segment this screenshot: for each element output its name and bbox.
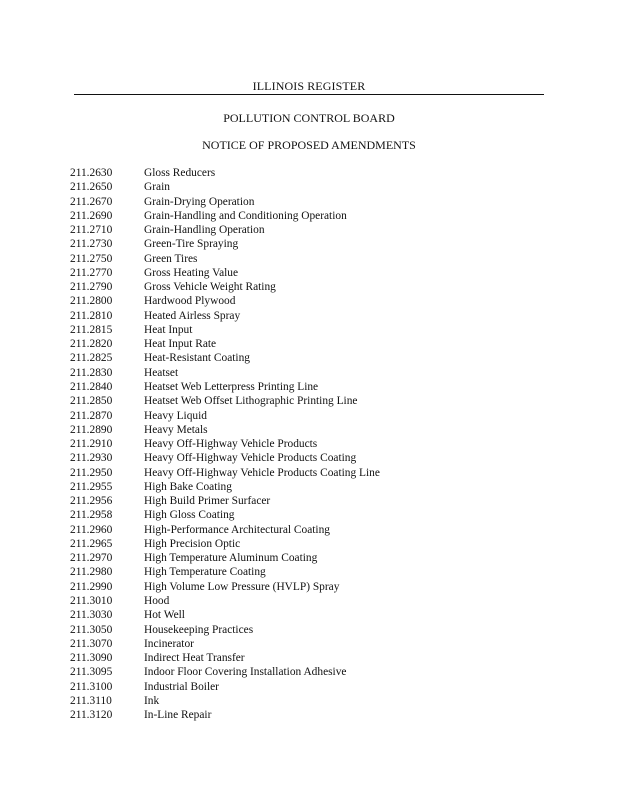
register-title: ILLINOIS REGISTER (252, 79, 366, 93)
definition-row (70, 466, 380, 480)
definition-row (70, 651, 380, 665)
section-number: 211.3120 (70, 709, 113, 722)
section-term: Heatset (144, 366, 179, 379)
section-term: Ink (144, 694, 160, 707)
section-number: 211.2965 (70, 537, 113, 550)
definition-row (70, 451, 380, 465)
definition-row (70, 366, 380, 380)
section-term: Hood (144, 594, 170, 607)
section-term: Hot Well (144, 609, 185, 622)
definition-row (70, 680, 380, 694)
definition-row (70, 508, 380, 522)
section-term: Heavy Off-Highway Vehicle Products Coating (144, 452, 357, 465)
section-number: 211.2910 (70, 438, 113, 451)
section-number: 211.2630 (70, 167, 113, 179)
definition-row (70, 252, 380, 266)
definition-row (70, 323, 380, 337)
definition-row (70, 423, 380, 437)
section-term: High Temperature Coating (144, 566, 266, 579)
section-term: Heatset Web Letterpress Printing Line (144, 380, 319, 393)
definition-row (70, 209, 380, 223)
section-term: Heat Input (144, 323, 193, 336)
definition-row (70, 280, 380, 294)
section-term: Gross Heating Value (144, 266, 239, 279)
definitions-list (70, 166, 380, 722)
section-term: Heat Input Rate (144, 338, 217, 351)
section-number: 211.2825 (70, 352, 113, 365)
section-term: Gross Vehicle Weight Rating (144, 281, 276, 294)
section-number: 211.2690 (70, 209, 113, 222)
section-number: 211.2800 (70, 295, 113, 308)
definition-row (70, 551, 380, 565)
definition-row (70, 708, 380, 722)
section-number: 211.3090 (70, 652, 113, 665)
section-number: 211.2955 (70, 480, 113, 493)
section-number: 211.2710 (70, 224, 113, 237)
section-term: High Volume Low Pressure (HVLP) Spray (144, 580, 340, 593)
section-number: 211.2890 (70, 423, 113, 436)
section-number: 211.3050 (70, 623, 113, 636)
section-term: High Gloss Coating (144, 509, 235, 522)
section-term: Indoor Floor Covering Installation Adhesive (144, 666, 347, 679)
section-number: 211.3110 (70, 694, 112, 707)
section-number: 211.2670 (70, 195, 113, 208)
section-number: 211.2870 (70, 409, 113, 422)
section-term: Incinerator (144, 637, 194, 650)
definition-row (70, 266, 380, 280)
section-number: 211.2960 (70, 523, 113, 536)
section-term: High-Performance Architectural Coating (144, 523, 330, 536)
section-term: High Temperature Aluminum Coating (144, 552, 318, 565)
section-term: Industrial Boiler (144, 680, 219, 693)
definition-row (70, 237, 380, 251)
definition-row (70, 665, 380, 679)
section-number: 211.3010 (70, 594, 113, 607)
section-number: 211.2950 (70, 466, 113, 479)
section-term: Indirect Heat Transfer (144, 652, 245, 665)
section-number: 211.2770 (70, 266, 113, 279)
definition-row (70, 565, 380, 579)
definition-row (70, 480, 380, 494)
agency-name: POLLUTION CONTROL BOARD (223, 111, 395, 125)
section-number: 211.2970 (70, 552, 113, 565)
section-term: High Precision Optic (144, 537, 241, 550)
section-number: 211.3070 (70, 637, 113, 650)
section-number: 211.3095 (70, 666, 113, 679)
section-number: 211.2980 (70, 566, 113, 579)
section-number: 211.2810 (70, 309, 113, 322)
section-term: Heatset Web Offset Lithographic Printing Line (144, 395, 358, 408)
definition-row (70, 494, 380, 508)
definition-row (70, 594, 380, 608)
section-number: 211.2956 (70, 495, 113, 508)
section-number: 211.2815 (70, 323, 113, 336)
definition-row (70, 409, 380, 423)
header-divider (74, 94, 544, 95)
definition-row (70, 537, 380, 551)
section-term: Heavy Off-Highway Vehicle Products (144, 438, 318, 451)
section-number: 211.3100 (70, 680, 113, 693)
section-number: 211.2958 (70, 509, 113, 522)
section-term: Green-Tire Spraying (144, 238, 239, 251)
section-term: High Build Primer Surfacer (144, 495, 271, 508)
section-number: 211.2820 (70, 338, 113, 351)
section-term: Heavy Metals (144, 423, 208, 436)
definition-row (70, 351, 380, 365)
definition-row (70, 637, 380, 651)
definition-row (70, 380, 380, 394)
section-term: Housekeeping Practices (144, 623, 254, 636)
section-term: Grain-Handling and Conditioning Operation (144, 209, 347, 222)
section-number: 211.2990 (70, 580, 113, 593)
section-number: 211.2790 (70, 281, 113, 294)
section-number: 211.2840 (70, 380, 113, 393)
definition-row (70, 166, 380, 180)
section-term: Heated Airless Spray (144, 309, 241, 322)
section-number: 211.2850 (70, 395, 113, 408)
section-term: Gloss Reducers (144, 167, 216, 179)
definition-row (70, 180, 380, 194)
definition-row (70, 608, 380, 622)
definition-row (70, 623, 380, 637)
definition-row (70, 337, 380, 351)
definition-row (70, 223, 380, 237)
section-term: Heavy Liquid (144, 409, 207, 422)
definition-row (70, 195, 380, 209)
section-number: 211.2650 (70, 181, 113, 194)
definition-row (70, 694, 380, 708)
section-term: In-Line Repair (144, 709, 212, 722)
notice-heading: NOTICE OF PROPOSED AMENDMENTS (202, 138, 416, 152)
section-number: 211.2750 (70, 252, 113, 265)
section-term: Green Tires (144, 252, 198, 265)
section-number: 211.2830 (70, 366, 113, 379)
definition-row (70, 294, 380, 308)
section-term: Heat-Resistant Coating (144, 352, 250, 365)
section-term: Grain-Handling Operation (144, 224, 265, 237)
section-number: 211.2930 (70, 452, 113, 465)
section-term: Hardwood Plywood (144, 295, 236, 308)
definition-row (70, 394, 380, 408)
definition-row (70, 309, 380, 323)
section-number: 211.2730 (70, 238, 113, 251)
section-term: Heavy Off-Highway Vehicle Products Coating Line (144, 466, 380, 479)
section-term: Grain-Drying Operation (144, 195, 255, 208)
definition-row (70, 523, 380, 537)
section-number: 211.3030 (70, 609, 113, 622)
definition-row (70, 437, 380, 451)
section-term: High Bake Coating (144, 480, 232, 493)
definition-row (70, 580, 380, 594)
section-term: Grain (144, 181, 170, 194)
